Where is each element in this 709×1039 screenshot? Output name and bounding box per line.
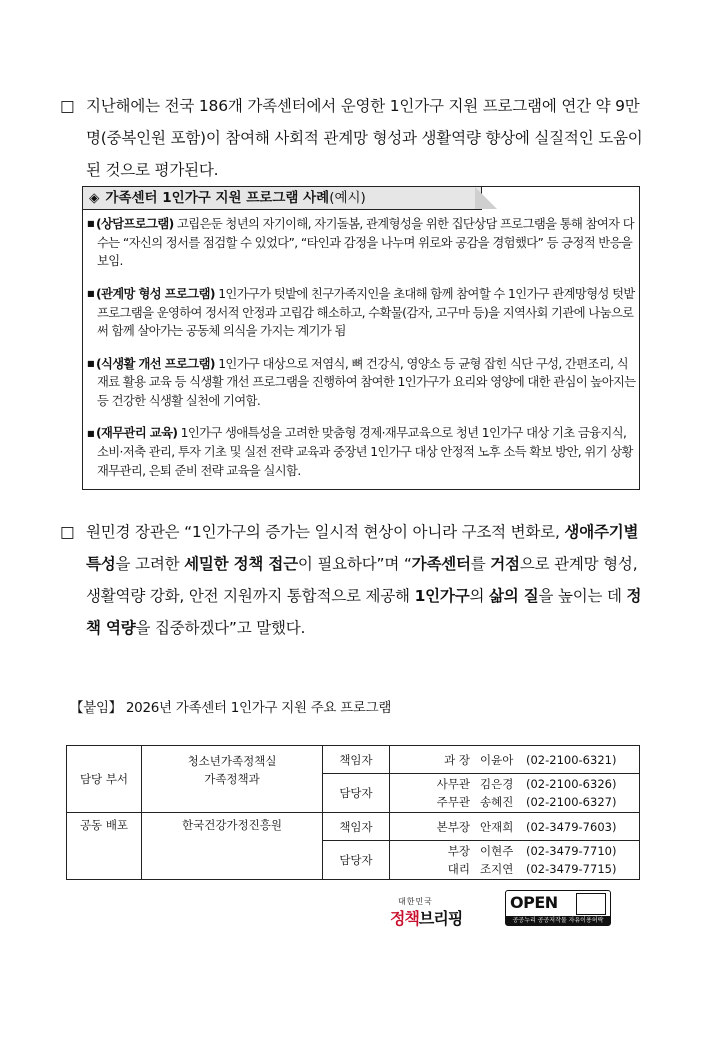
example-list [87, 215, 637, 494]
quote-text: 원민경 장관은 “1인가구의 증가는 일시적 현상이 아니라 구조적 변화로, 생애주기별 특성을 고려한 세밀한 정책 접근이 필요하다”며 “가족센터를 거점으로 관계망 형성, 생활역량 강화, 안전 지원까지 통합적으로 제공해 1인가구의 삶의 질을 높이는 데 정책 역량을 집중하겠다”고 말했다. [86, 523, 642, 637]
contact-table [66, 745, 640, 880]
paragraph-program-stats [60, 90, 650, 186]
role-head: 책임자 [323, 813, 390, 841]
role-head: 책임자 [323, 746, 390, 774]
square-bullet-icon: ■ [87, 428, 94, 438]
dept-org: 청소년가족정책실 가족정책과 [142, 746, 323, 813]
example-box-title [83, 187, 482, 210]
diamond-icon: ◈ [89, 190, 100, 206]
example-box [82, 186, 640, 490]
co-label: 공동 배포 [67, 813, 142, 880]
example-title-suffix: (예시) [329, 190, 366, 206]
example-item-label: (관계망 형성 프로그램) [95, 286, 215, 301]
dept-label: 담당 부서 [67, 746, 142, 813]
attachment-note: 【붙임】 2026년 가족센터 1인가구 지원 주요 프로그램 [70, 700, 392, 716]
person-icon [576, 893, 606, 915]
example-item-label: (재무관리 교육) [95, 426, 178, 441]
example-item-finance [87, 424, 637, 480]
dept-staff-persons: 사무관 김은경 (02-2100-6326) 주무관 송혜진 (02-2100-6327) [390, 774, 640, 813]
square-bullet-icon: ■ [87, 219, 94, 229]
role-staff: 담당자 [323, 774, 390, 813]
co-org: 한국건강가정진흥원 [142, 813, 323, 880]
co-head-person: 본부장 안재희 (02-3479-7603) [390, 813, 640, 841]
kogl-open-logo: OPEN 공공누리 공공저작물 자유이용허락 [505, 890, 611, 926]
example-item-text: 고립은둔 청년의 자기이해, 자기돌봄, 관계형성을 위한 집단상담 프로그램을 통해 참여자 다수는 “자신의 정서를 점검할 수 있었다”, “타인과 감정을 나누며 위로와 공감을 경험했다” 등 긍정적 반응을 보임. [97, 217, 635, 269]
example-title-bold: 가족센터 1인가구 지원 프로그램 사례 [105, 190, 330, 206]
example-item-label: (식생활 개선 프로그램) [95, 356, 215, 371]
checkbox-bullet-icon: □ [60, 97, 75, 115]
paragraph-text: 지난해에는 전국 186개 가족센터에서 운영한 1인가구 지원 프로그램에 연간 약 9만명(중복인원 포함)이 참여해 사회적 관계망 형성과 생활역량 향상에 실질적인 도움이 된 것으로 평가된다. [86, 97, 643, 179]
policy-briefing-logo: 대한민국 정책브리핑 [390, 897, 463, 928]
role-staff: 담당자 [323, 841, 390, 880]
example-item-text: 1인가구가 텃밭에 친구가족지인을 초대해 함께 참여할 수 1인가구 관계망형성 텃밭 프로그램을 운영하여 정서적 안정과 고립감 해소하고, 수확물(감자, 고구마 등)을 지역사회 기관에 나눔으로써 함께 살아가는 공동체 의식을 가지는 계기가 됨 [97, 286, 635, 338]
example-item-network [87, 285, 637, 341]
square-bullet-icon: ■ [87, 358, 94, 368]
square-bullet-icon: ■ [87, 289, 94, 298]
example-item-label: (상담프로그램) [95, 217, 174, 231]
example-item-text: 1인가구 대상으로 저염식, 뼈 건강식, 영양소 등 균형 잡힌 식단 구성, 간편조리, 식재료 활용 교육 등 식생활 개선 프로그램을 진행하여 참여한 1인가구가 요리와 영양에 대한 관심이 높아지는 등 건강한 식생활 실천에 기여함. [97, 356, 636, 408]
example-item-text: 1인가구 생애특성을 고려한 맞춤형 경제·재무교육으로 청년 1인가구 대상 기초 금융지식, 소비·저축 관리, 투자 기초 및 실전 전략 교육과 중장년 1인가구 대상 안정적 노후 소득 확보 방안, 위기 상황 재무관리, 은퇴 준비 전략 교육을 실시함. [97, 426, 633, 478]
example-item-counseling [87, 215, 637, 271]
folded-corner [475, 187, 497, 209]
paragraph-minister-quote [60, 516, 650, 644]
co-staff-persons: 부장 이현주 (02-3479-7710) 대리 조지연 (02-3479-7715) [390, 841, 640, 880]
checkbox-bullet-icon: □ [60, 523, 75, 541]
example-item-diet [87, 355, 637, 411]
dept-head-person: 과 장 이윤아 (02-2100-6321) [390, 746, 640, 774]
